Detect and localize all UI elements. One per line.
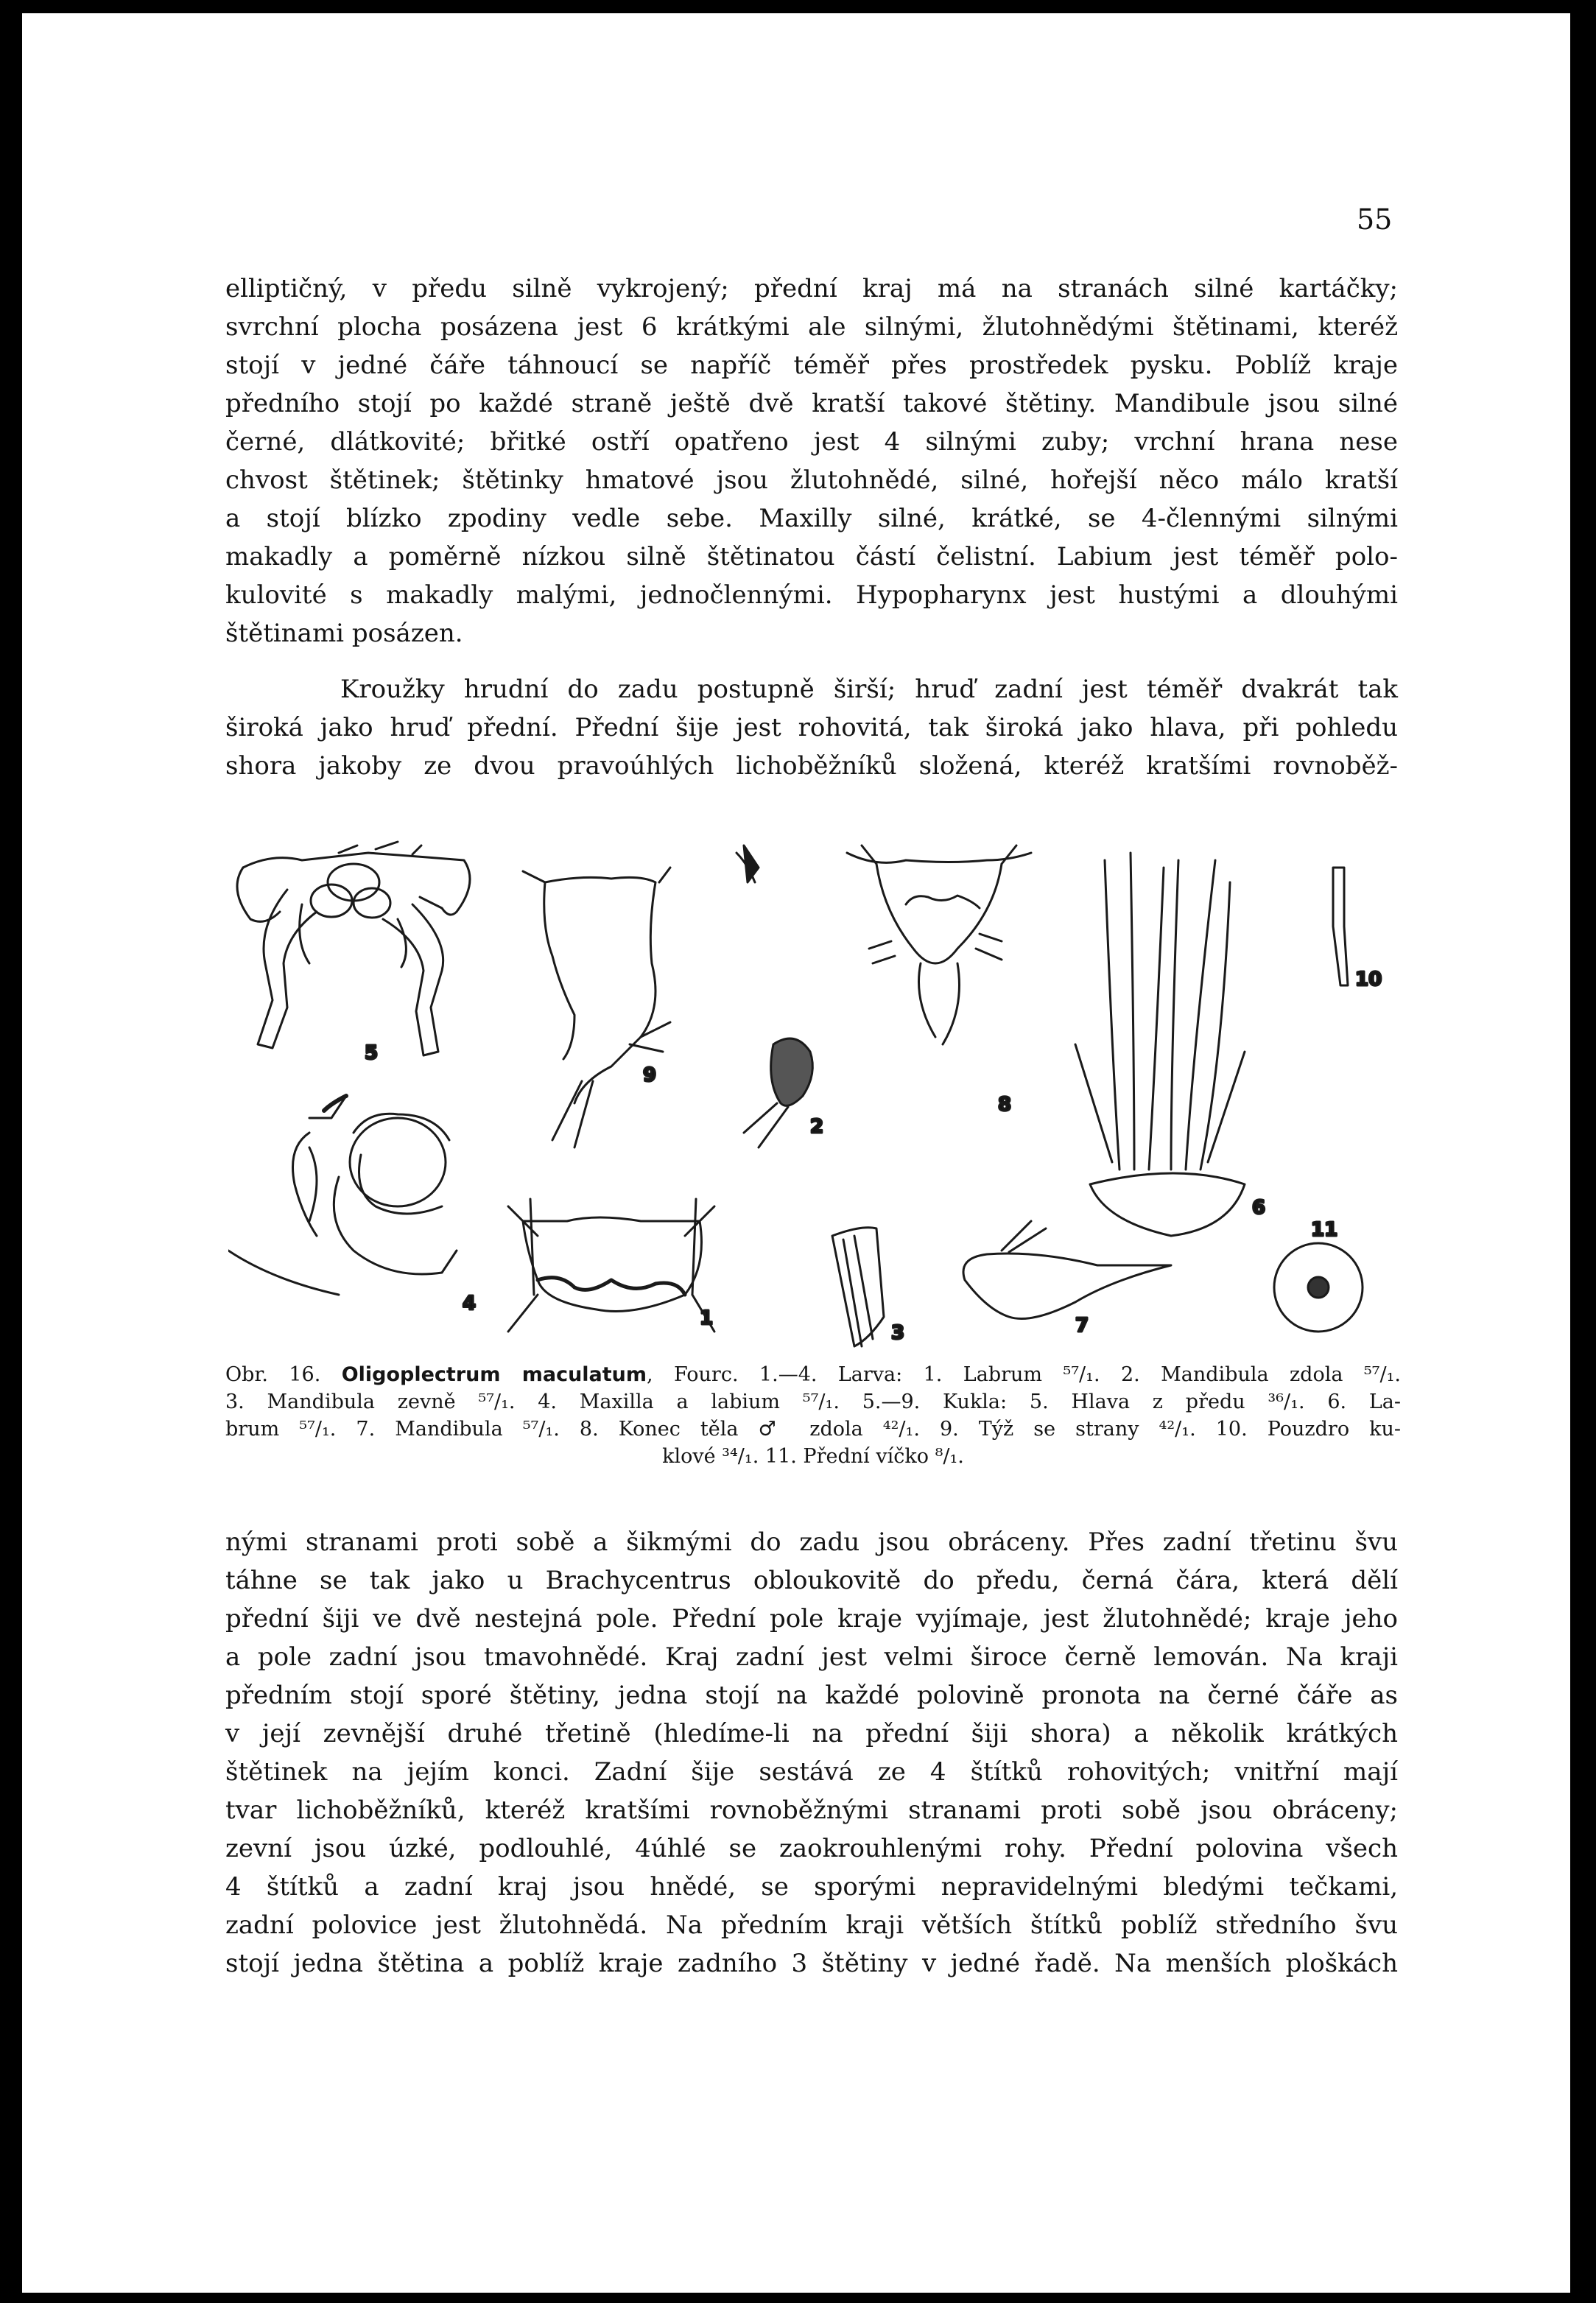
figure-caption: [225, 1361, 1401, 1470]
fig-1-labrum-larva: [508, 1199, 714, 1332]
text-line: elliptičný, v předu silně vykrojený; přední kraj má na stranách silné kartáčky;: [225, 274, 1398, 303]
fig-label: 8: [998, 1094, 1012, 1116]
paper-sheet: [22, 13, 1570, 2293]
fig-label: 6: [1252, 1197, 1266, 1219]
fig-label: 1: [700, 1307, 714, 1329]
caption-line: klové ³⁴/₁. 11. Přední víčko ⁸/₁.: [662, 1445, 964, 1468]
caption-line: brum ⁵⁷/₁. 7. Mandibula ⁵⁷/₁. 8. Konec těla ♂ zdola ⁴²/₁. 9. Týž se strany ⁴²/₁. 10. Pouzdro ku-: [225, 1418, 1401, 1441]
fig-2-mandibula: [744, 1038, 812, 1147]
text-line: předního stojí po každé straně ještě dvě kratší takové štětiny. Mandibule jsou silné: [225, 389, 1398, 418]
text-line: v její zevnější druhé třetině (hledíme-li na přední šiji shora) a několik krátkých: [225, 1719, 1398, 1748]
fig-5-pupa-head: [237, 842, 470, 1055]
fig-label: 4: [463, 1293, 477, 1315]
caption-text: , Fourc. 1.—4. Larva: 1. Labrum ⁵⁷/₁. 2. Mandibula zdola ⁵⁷/₁.: [647, 1363, 1402, 1386]
caption-line: 3. Mandibula zevně ⁵⁷/₁. 4. Maxilla a labium ⁵⁷/₁. 5.—9. Kukla: 5. Hlava z předu ³⁶/₁. 6. La-: [225, 1390, 1401, 1413]
text-line: makadly a poměrně nízkou silně štětinatou částí čelistní. Labium jest téměř polo-: [225, 542, 1398, 572]
fig-label: 2: [810, 1116, 824, 1138]
text-line: kulovité s makadly malými, jednočlennými. Hypopharynx jest hustými a dlouhými: [225, 580, 1398, 610]
paragraph-2: [225, 670, 1398, 785]
text-line: chvost štětinek; štětinky hmatové jsou žlutohnědé, silné, hořejší něco málo kratší: [225, 465, 1398, 495]
text-line: široká jako hruď přední. Přední šije jest rohovitá, tak široká jako hlava, při pohledu: [225, 713, 1398, 742]
text-line: zevní jsou úzké, podlouhlé, 4úhlé se zaokrouhlenými rohy. Přední polovina všech: [225, 1834, 1398, 1863]
text-line: 4 štítků a zadní kraj jsou hnědé, se sporými nepravidelnými bledými tečkami,: [225, 1872, 1398, 1902]
fig-10-case: [1333, 868, 1348, 985]
fig-8-body-end-below: [847, 845, 1031, 1044]
text-line: tvar lichoběžníků, kteréž kratšími rovnoběžnými stranami proti sobě jsou obráceny;: [225, 1796, 1398, 1825]
text-line: zadní polovice jest žlutohnědá. Na předním kraji větších štítků poblíž středního švu: [225, 1910, 1398, 1940]
text-line: táhne se tak jako u Brachycentrus obloukovitě do předu, černá čára, která dělí: [225, 1566, 1398, 1595]
text-line: a stojí blízko zpodiny vedle sebe. Maxilly silné, krátké, se 4-člennými silnými: [225, 504, 1398, 533]
fig-label: 10: [1355, 968, 1382, 991]
fig-label: 3: [891, 1322, 905, 1344]
text-line: stojí jedna štětina a poblíž kraje zadního 3 štětiny v jedné řadě. Na menších ploškách: [225, 1949, 1398, 1978]
paragraph-1: [225, 270, 1398, 653]
text-line: štětinami posázen.: [225, 619, 463, 648]
fig-9-body-end-side: [523, 845, 759, 1147]
fig-6-labrum: [1075, 853, 1245, 1236]
text-line: nými stranami proti sobě a šikmými do zadu jsou obráceny. Přes zadní třetinu švu: [225, 1527, 1398, 1557]
text-line: svrchní plocha posázena jest 6 krátkými ale silnými, žlutohnědými štětinami, kteréž: [225, 312, 1398, 342]
anatomical-drawings: [228, 838, 1407, 1354]
text-line: černé, dlátkovité; břitké ostří opatřeno jest 4 silnými zuby; vrchní hrana nese: [225, 427, 1398, 457]
caption-fig-no: Obr. 16.: [225, 1363, 342, 1386]
text-line: stojí v jedné čáře táhnoucí se napříč téměř přes prostředek pysku. Poblíž kraje: [225, 351, 1398, 380]
fig-11-anterior-lid: [1274, 1243, 1363, 1332]
fig-label: 5: [365, 1042, 379, 1064]
paragraph-3: [225, 1523, 1398, 1983]
text-line: Kroužky hrudní do zadu postupně širší; hruď zadní jest téměř dvakrát tak: [340, 675, 1398, 704]
fig-4-maxilla-labium: [228, 1096, 457, 1295]
page-number: 55: [1357, 203, 1393, 236]
text-line: přední šiji ve dvě nestejná pole. Přední pole kraje vyjímaje, jest žlutohnědé; kraje jeho: [225, 1604, 1398, 1634]
caption-line: [225, 1361, 1401, 1388]
text-line: štětinek na jejím konci. Zadní šije sestává ze 4 štítků rohovitých; vnitřní mají: [225, 1757, 1398, 1787]
fig-label: 11: [1311, 1219, 1338, 1241]
text-line: shora jakoby ze dvou pravoúhlých lichoběžníků složená, kteréž kratšími rovnoběž-: [225, 751, 1398, 781]
text-line: předním stojí sporé štětiny, jedna stojí na každé polovině pronota na černé čáře as: [225, 1681, 1398, 1710]
fig-label: 9: [643, 1064, 657, 1086]
fig-3-mandibula-outside: [832, 1228, 884, 1346]
fig-label: 7: [1075, 1315, 1089, 1337]
figure-16: [228, 838, 1407, 1354]
caption-species: Oligoplectrum maculatum: [341, 1363, 647, 1386]
fig-7-mandibula-pupa: [963, 1221, 1171, 1319]
text-line: a pole zadní jsou tmavohnědé. Kraj zadní jest velmi široce černě lemován. Na kraji: [225, 1642, 1398, 1672]
